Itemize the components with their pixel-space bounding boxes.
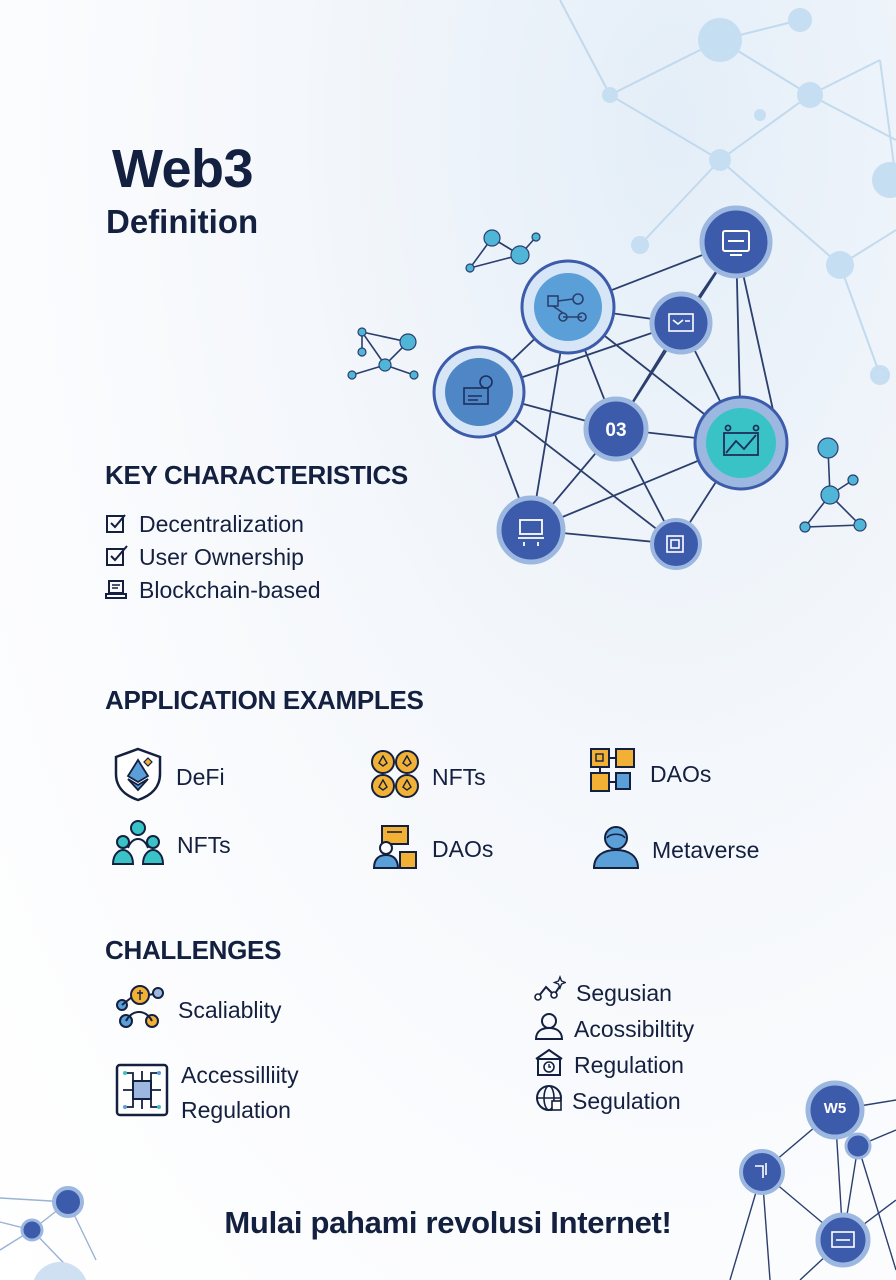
app-label: DAOs [432,835,494,862]
characteristic-item [105,540,321,574]
challenge-label: Acossibiltity [574,1015,695,1042]
app-item-nfts-community [111,818,231,872]
challenge-label: Segusian [576,979,672,1006]
characteristic-item [105,574,321,606]
challenge-item [534,1011,694,1047]
sparkle-network-icon [534,975,566,1011]
app-label: DeFi [176,763,225,790]
challenge-label: Scaliablity [178,996,282,1023]
challenge-label: Regulation [574,1051,684,1078]
challenge-item [534,1047,694,1083]
challenges-right-list [534,975,694,1119]
challenge-item [534,975,694,1011]
key-characteristics-list [105,508,321,606]
ethereum-shield-icon [112,746,164,808]
footer-tagline: Mulai pahami revolusi Internet! [224,1205,672,1240]
app-item-metaverse [592,824,759,876]
key-characteristics-heading: KEY CHARACTERISTICS [105,460,408,490]
challenge-label: Segulation [572,1087,681,1114]
challenge-label: Accessilliity [181,1062,299,1088]
challenge-item [534,1083,694,1119]
page-subtitle: Definition [106,203,259,240]
building-icon [534,1047,564,1083]
app-item-defi [112,746,225,808]
network-coin-icon [114,983,166,1037]
circuit-icon [115,1063,169,1123]
checkbox-icon [105,544,131,570]
application-examples-heading: APPLICATION EXAMPLES [105,685,424,715]
app-item-daos-people [372,822,493,876]
characteristic-label: User Ownership [139,543,304,570]
challenges-heading: CHALLENGES [105,935,282,965]
blockchain-network-diagram [420,200,810,590]
characteristic-item [105,508,321,540]
page-title: Web3 [112,139,254,199]
community-icon [111,818,165,872]
app-label: NFTs [177,831,231,858]
characteristic-label: Blockchain-based [139,576,321,603]
characteristic-label: Decentralization [139,510,304,537]
corner-node-label: W5 [823,1100,847,1117]
challenge-item [114,983,282,1037]
checkbox-icon [105,511,131,537]
coins-icon [370,748,420,806]
globe-icon [534,1083,564,1119]
app-label: Metaverse [652,836,760,863]
center-node-label: 03 [605,420,627,441]
challenge-label-secondary: Regulation [181,1097,291,1123]
app-item-nfts [370,748,486,806]
blocks-icon [588,746,638,802]
people-document-icon [372,822,420,876]
app-item-daos [588,746,711,802]
user-icon [534,1011,564,1047]
computer-icon [105,577,131,603]
app-label: DAOs [650,760,712,787]
challenge-item [115,1058,299,1128]
avatar-icon [592,824,640,876]
app-label: NFTs [432,763,486,790]
